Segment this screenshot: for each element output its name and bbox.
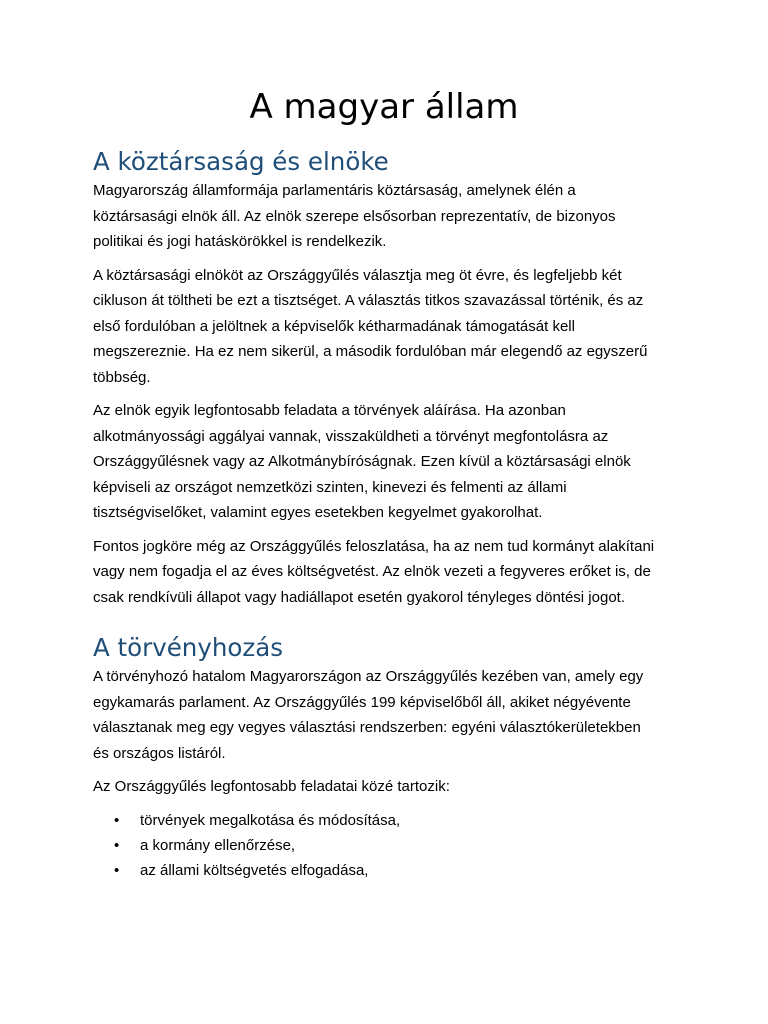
list-item-text: törvények megalkotása és módosítása, bbox=[140, 811, 401, 829]
section-heading-torvenyhozas: A törvényhozás bbox=[93, 633, 283, 662]
text-line: cikluson át töltheti be ezt a tisztséget. A választás titkos szavazással történik, és az bbox=[93, 292, 644, 309]
bullet-icon: • bbox=[114, 836, 120, 854]
text-line: Magyarország államformája parlamentáris köztársaság, amelynek élén a bbox=[93, 182, 576, 199]
bullet-icon: • bbox=[114, 811, 120, 829]
text-line: egykamarás parlament. Az Országgyűlés 199 képviselőből áll, akiket négyévente bbox=[93, 693, 631, 711]
bullet-list bbox=[93, 808, 675, 883]
text-line: politikai és jogi hatáskörökkel is rendelkezik. bbox=[93, 233, 387, 250]
paragraph bbox=[93, 664, 675, 766]
text-line: Az Országgyűlés legfontosabb feladatai közé tartozik: bbox=[93, 778, 450, 795]
text-line: köztársasági elnök áll. Az elnök szerepe elsősorban reprezentatív, de bizonyos bbox=[93, 207, 616, 225]
page-title: A magyar állam bbox=[249, 87, 519, 127]
list-item bbox=[93, 833, 675, 858]
paragraph bbox=[93, 178, 675, 255]
document-page bbox=[93, 84, 675, 883]
text-line: Fontos jogköre még az Országgyűlés feloszlatása, ha az nem tud kormányt alakítani bbox=[93, 537, 655, 555]
text-line: többség. bbox=[93, 368, 151, 386]
text-line: csak rendkívüli állapot vagy hadiállapot esetén gyakorol tényleges döntési jogot. bbox=[93, 588, 626, 606]
list-item-text: az állami költségvetés elfogadása, bbox=[140, 861, 369, 879]
text-line: A köztársasági elnököt az Országgyűlés választja meg öt évre, és legfeljebb két bbox=[93, 266, 622, 284]
text-line: Országgyűlésnek vagy az Alkotmánybíróságnak. Ezen kívül a köztársasági elnök bbox=[93, 453, 631, 470]
paragraph bbox=[93, 534, 675, 611]
text-line: A törvényhozó hatalom Magyarországon az Országgyűlés kezében van, amely egy bbox=[93, 668, 644, 685]
text-line: képviseli az országot nemzetközi szinten, kinevezi és felmenti az állami bbox=[93, 478, 567, 496]
paragraph bbox=[93, 774, 675, 800]
text-line: első fordulóban a jelöltnek a képviselők kétharmadának támogatását kell bbox=[93, 317, 575, 335]
paragraph bbox=[93, 263, 675, 391]
bullet-icon: • bbox=[114, 861, 120, 879]
section-heading-koztarsasag: A köztársaság és elnöke bbox=[93, 147, 389, 176]
list-item bbox=[93, 858, 675, 883]
list-item-text: a kormány ellenőrzése, bbox=[140, 836, 296, 854]
text-line: vagy nem fogadja el az éves költségvetést. Az elnök vezeti a fegyveres erőket is, de bbox=[93, 563, 651, 580]
text-line: választanak meg egy vegyes választási rendszerben: egyéni választókerületekben bbox=[93, 719, 641, 736]
text-line: Az elnök egyik legfontosabb feladata a törvények aláírása. Ha azonban bbox=[93, 402, 566, 419]
text-line: és országos listáról. bbox=[93, 744, 226, 762]
text-line: megszereznie. Ha ez nem sikerül, a második fordulóban már elegendő az egyszerű bbox=[93, 343, 648, 360]
list-item bbox=[93, 808, 675, 833]
text-line: alkotmányossági aggályai vannak, visszaküldheti a törvényt megfontolásra az bbox=[93, 427, 609, 445]
text-line: tisztségviselőket, valamint egyes esetekben kegyelmet gyakorolhat. bbox=[93, 504, 543, 521]
paragraph bbox=[93, 398, 675, 526]
